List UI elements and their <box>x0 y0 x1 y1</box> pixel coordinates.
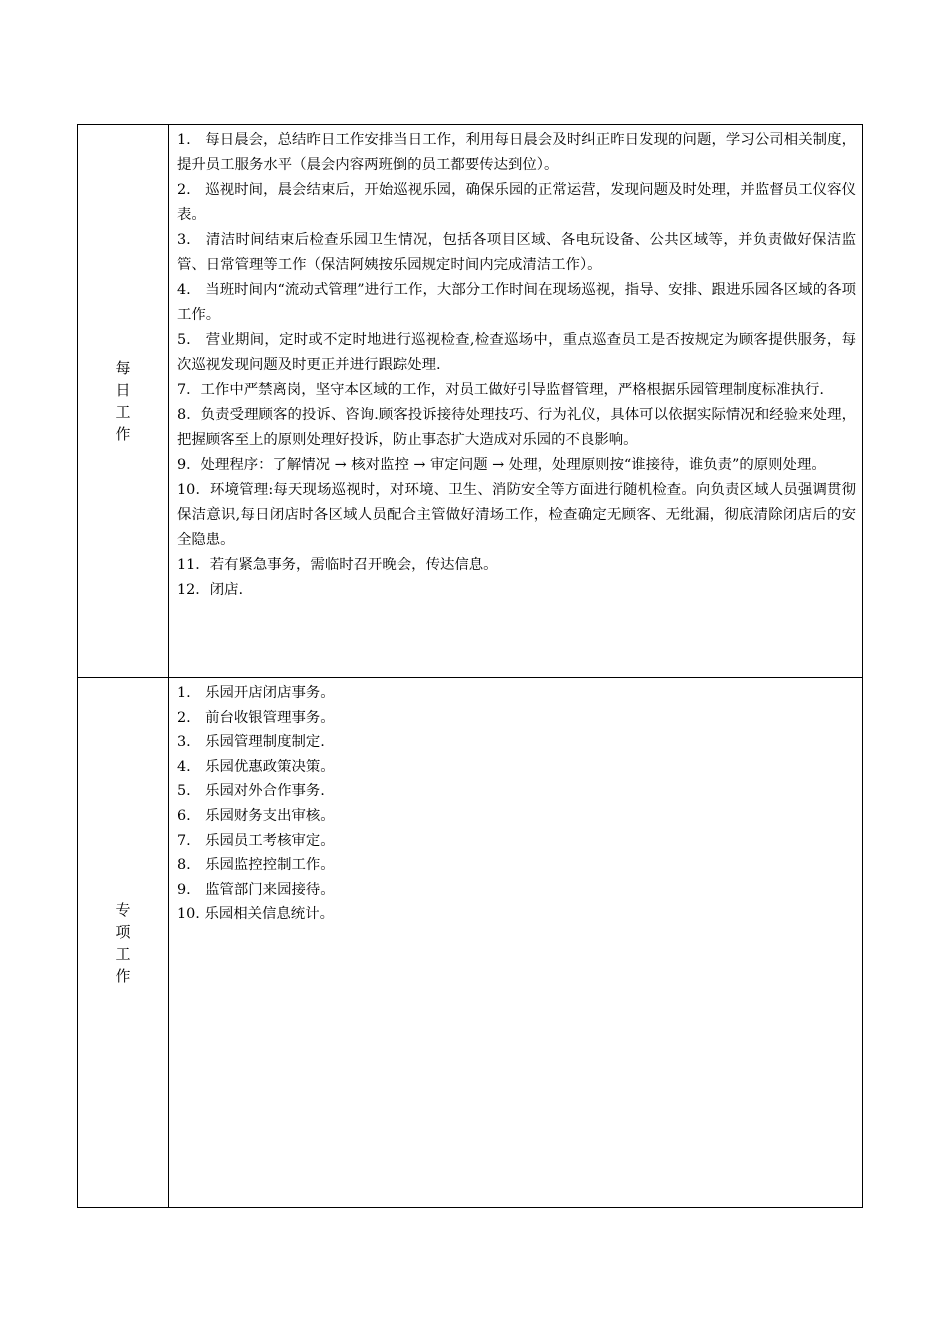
special-work-label-cell <box>78 678 169 1208</box>
list-item: 8．负责受理顾客的投诉、咨询.顾客投诉接待处理技巧、行为礼仪，具体可以依据实际情况和经验来处理，把握顾客至上的原则处理好投诉，防止事态扩大造成对乐园的不良影响。 <box>177 407 856 448</box>
label-char: 专 <box>115 900 131 919</box>
list-item: 7. 乐园员工考核审定。 <box>177 832 335 849</box>
list-item: 11．若有紧急事务，需临时召开晚会，传达信息。 <box>177 557 498 573</box>
label-char: 每 <box>115 359 131 377</box>
label-char: 工 <box>115 403 131 421</box>
label-char: 项 <box>115 922 131 941</box>
list-item: 6. 乐园财务支出审核。 <box>177 807 335 824</box>
list-item: 9. 监管部门来园接待。 <box>177 881 335 898</box>
daily-work-label-cell <box>78 125 169 678</box>
daily-work-row <box>78 125 863 678</box>
special-work-list <box>169 678 862 927</box>
list-item: 8. 乐园监控控制工作。 <box>177 857 335 874</box>
label-char: 日 <box>115 381 131 399</box>
label-char: 作 <box>115 966 131 985</box>
duties-table <box>77 124 863 1208</box>
list-item: 2. 前台收银管理事务。 <box>177 709 335 726</box>
special-work-content-cell <box>169 678 863 1208</box>
list-item: 1. 乐园开店闭店事务。 <box>177 685 335 701</box>
list-item: 2. 巡视时间，晨会结束后，开始巡视乐园，确保乐园的正常运营，发现问题及时处理，并监督员工仪容仪表。 <box>177 182 856 223</box>
list-item: 12．闭店. <box>177 582 244 598</box>
daily-work-content-cell <box>169 125 863 678</box>
daily-work-list <box>169 125 862 603</box>
list-item: 5. 营业期间，定时或不定时地进行巡视检查,检查巡场中，重点巡查员工是否按规定为顾客提供服务，每次巡视发现问题及时更正并进行跟踪处理. <box>177 332 856 373</box>
list-item: 3. 清洁时间结束后检查乐园卫生情况，包括各项目区域、各电玩设备、公共区域等，并负责做好保洁监管、日常管理等工作（保洁阿姨按乐园规定时间内完成清洁工作）。 <box>177 232 856 273</box>
list-item: 10. 乐园相关信息统计。 <box>177 906 334 923</box>
daily-work-label <box>115 357 130 445</box>
list-item: 5. 乐园对外合作事务. <box>177 783 325 800</box>
list-item: 3. 乐园管理制度制定. <box>177 734 325 751</box>
special-work-row <box>78 678 863 1208</box>
list-item: 4. 当班时间内“流动式管理”进行工作，大部分工作时间在现场巡视，指导、安排、跟进乐园各区域的各项工作。 <box>177 282 856 323</box>
list-item: 4. 乐园优惠政策决策。 <box>177 758 335 775</box>
label-char: 作 <box>115 425 131 443</box>
list-item: 1. 每日晨会，总结昨日工作安排当日工作，利用每日晨会及时纠正昨日发现的问题，学习公司相关制度，提升员工服务水平（晨会内容两班倒的员工都要传达到位）。 <box>177 132 856 173</box>
list-item: 10．环境管理:每天现场巡视时，对环境、卫生、消防安全等方面进行随机检查。向负责区域人员强调贯彻保洁意识,每日闭店时各区域人员配合主管做好清场工作，检查确定无顾客、无纰漏，彻底清除闭店后的安全隐患。 <box>177 482 856 548</box>
list-item: 9．处理程序：了解情况 → 核对监控 → 审定问题 → 处理，处理原则按“谁接待，谁负责”的原则处理。 <box>177 457 826 473</box>
special-work-label <box>115 899 130 987</box>
list-item: 7．工作中严禁离岗，坚守本区域的工作，对员工做好引导监督管理，严格根据乐园管理制度标准执行. <box>177 382 824 398</box>
label-char: 工 <box>115 944 131 963</box>
